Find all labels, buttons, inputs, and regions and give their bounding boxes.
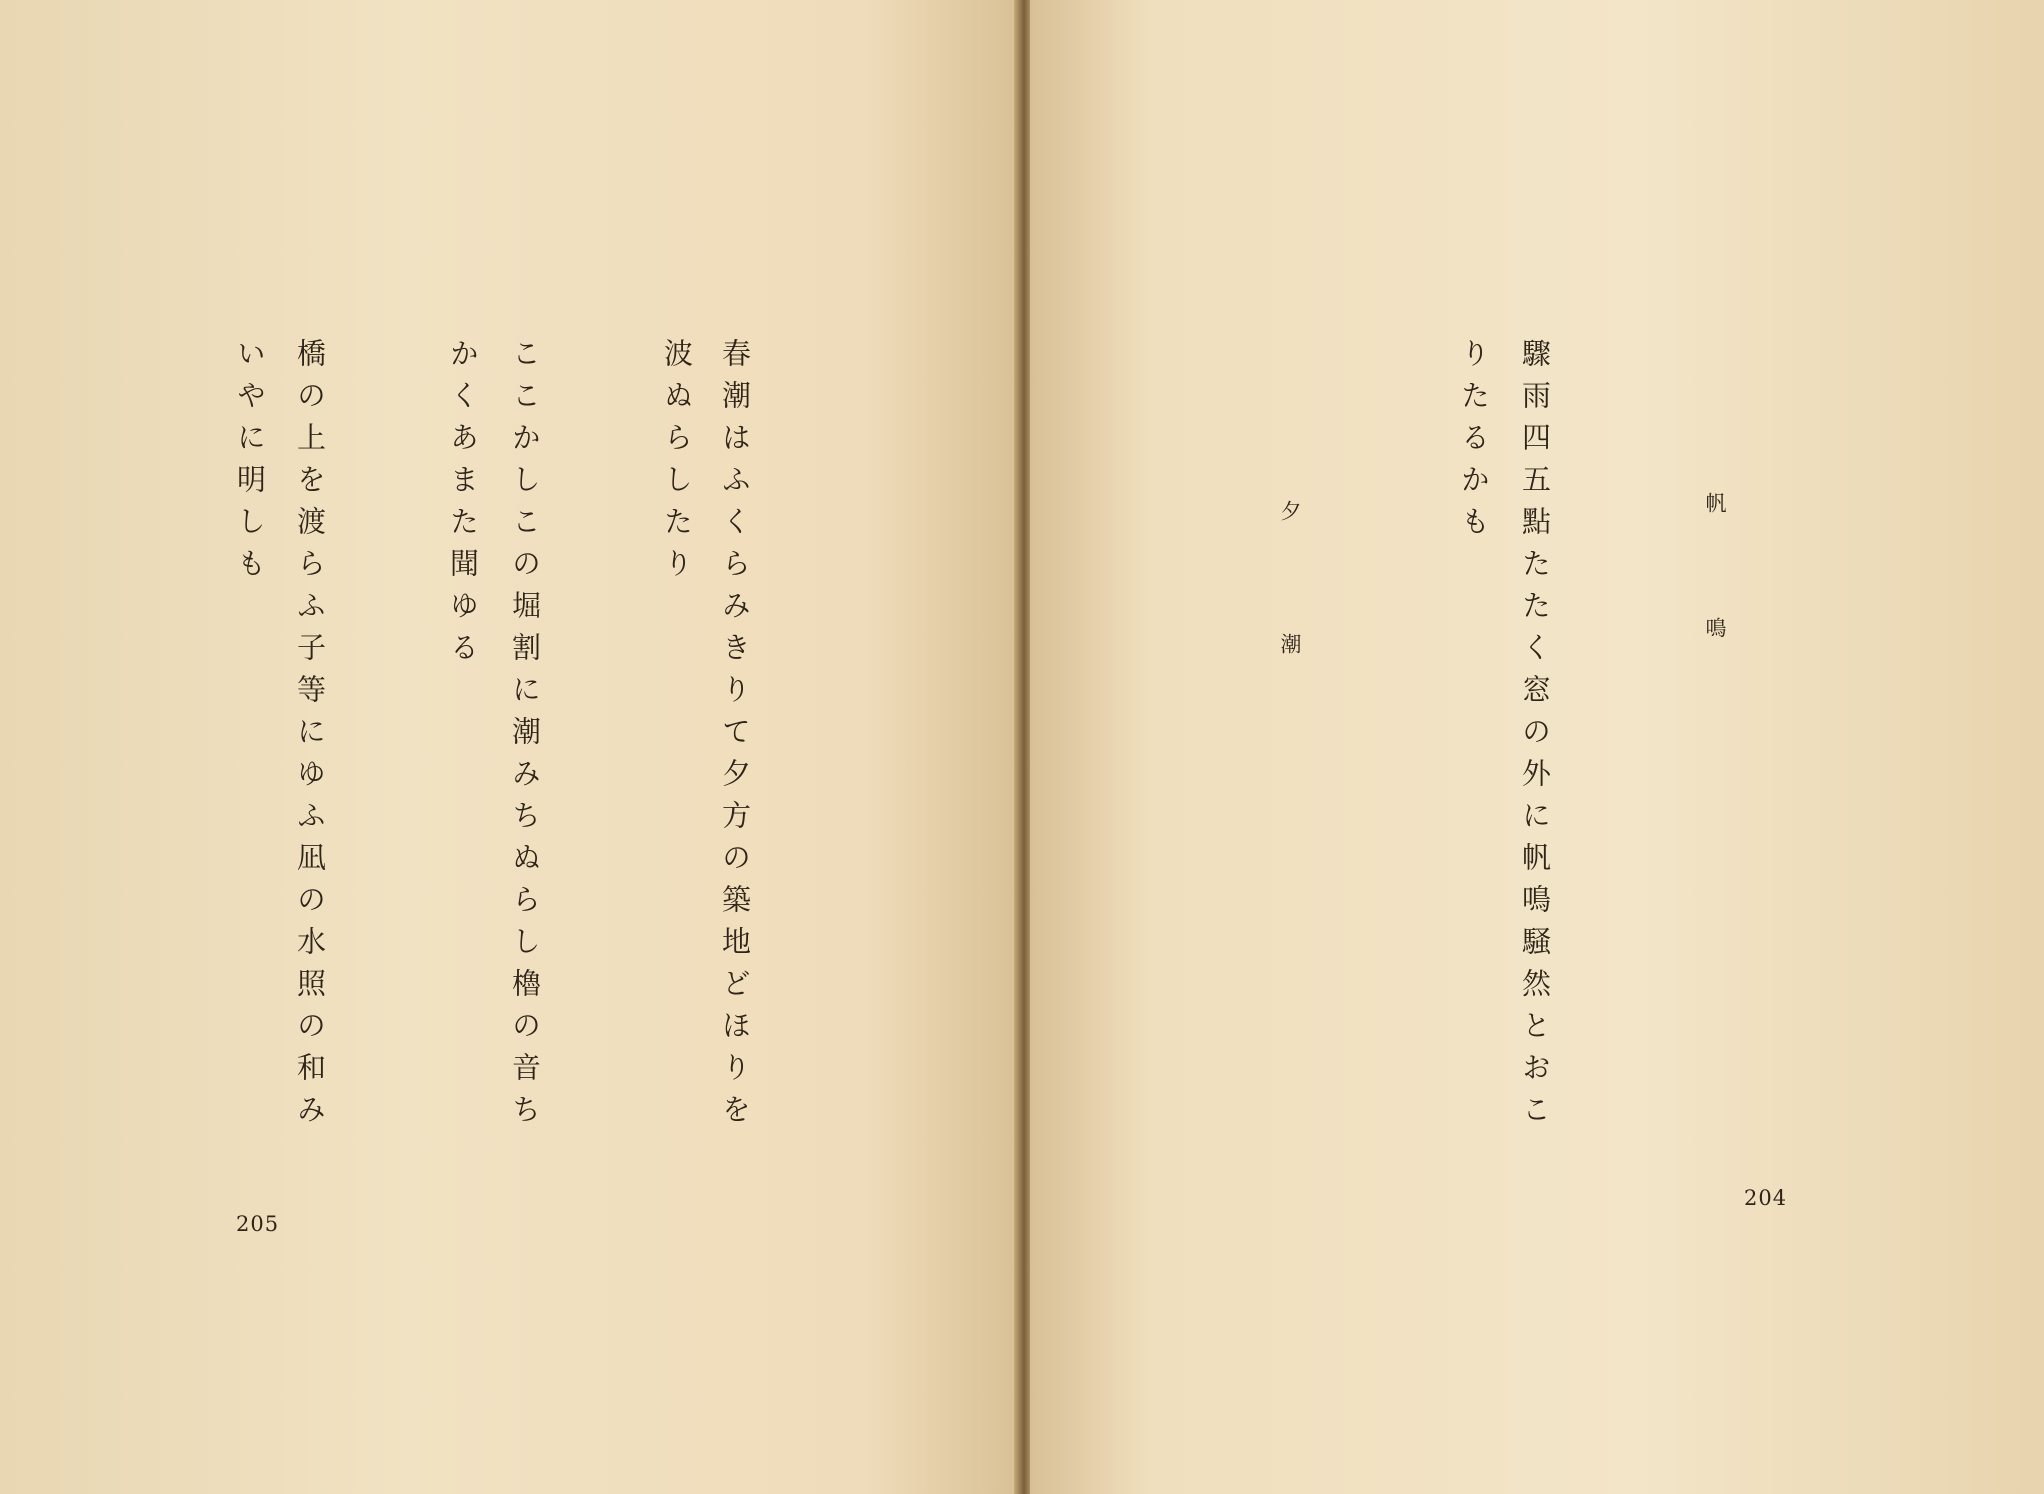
poem-line: かくあまた聞ゆる (446, 338, 480, 674)
poem-line: 春潮はふくらみきりて夕方の築地どほりを (718, 338, 752, 1136)
right-page (1030, 0, 2044, 1494)
section-title: 帆鳴 (1703, 492, 1727, 742)
left-page (0, 0, 1018, 1494)
page-number: 205 (236, 1212, 280, 1236)
subsection-title: 夕潮 (1278, 500, 1302, 766)
page-number: 204 (1744, 1186, 1788, 1210)
poem-line: 驟雨四五點たたく窓の外に帆鳴騒然とおこ (1518, 338, 1552, 1136)
poem-line: ここかしこの堀割に潮みちぬらし櫓の音ち (508, 338, 542, 1136)
poem-line: りたるかも (1457, 338, 1491, 548)
poem-line: いやに明しも (233, 338, 267, 590)
poem-line: 波ぬらしたり (660, 338, 694, 590)
poem-line: 橋の上を渡らふ子等にゆふ凪の水照の和み (293, 338, 327, 1136)
